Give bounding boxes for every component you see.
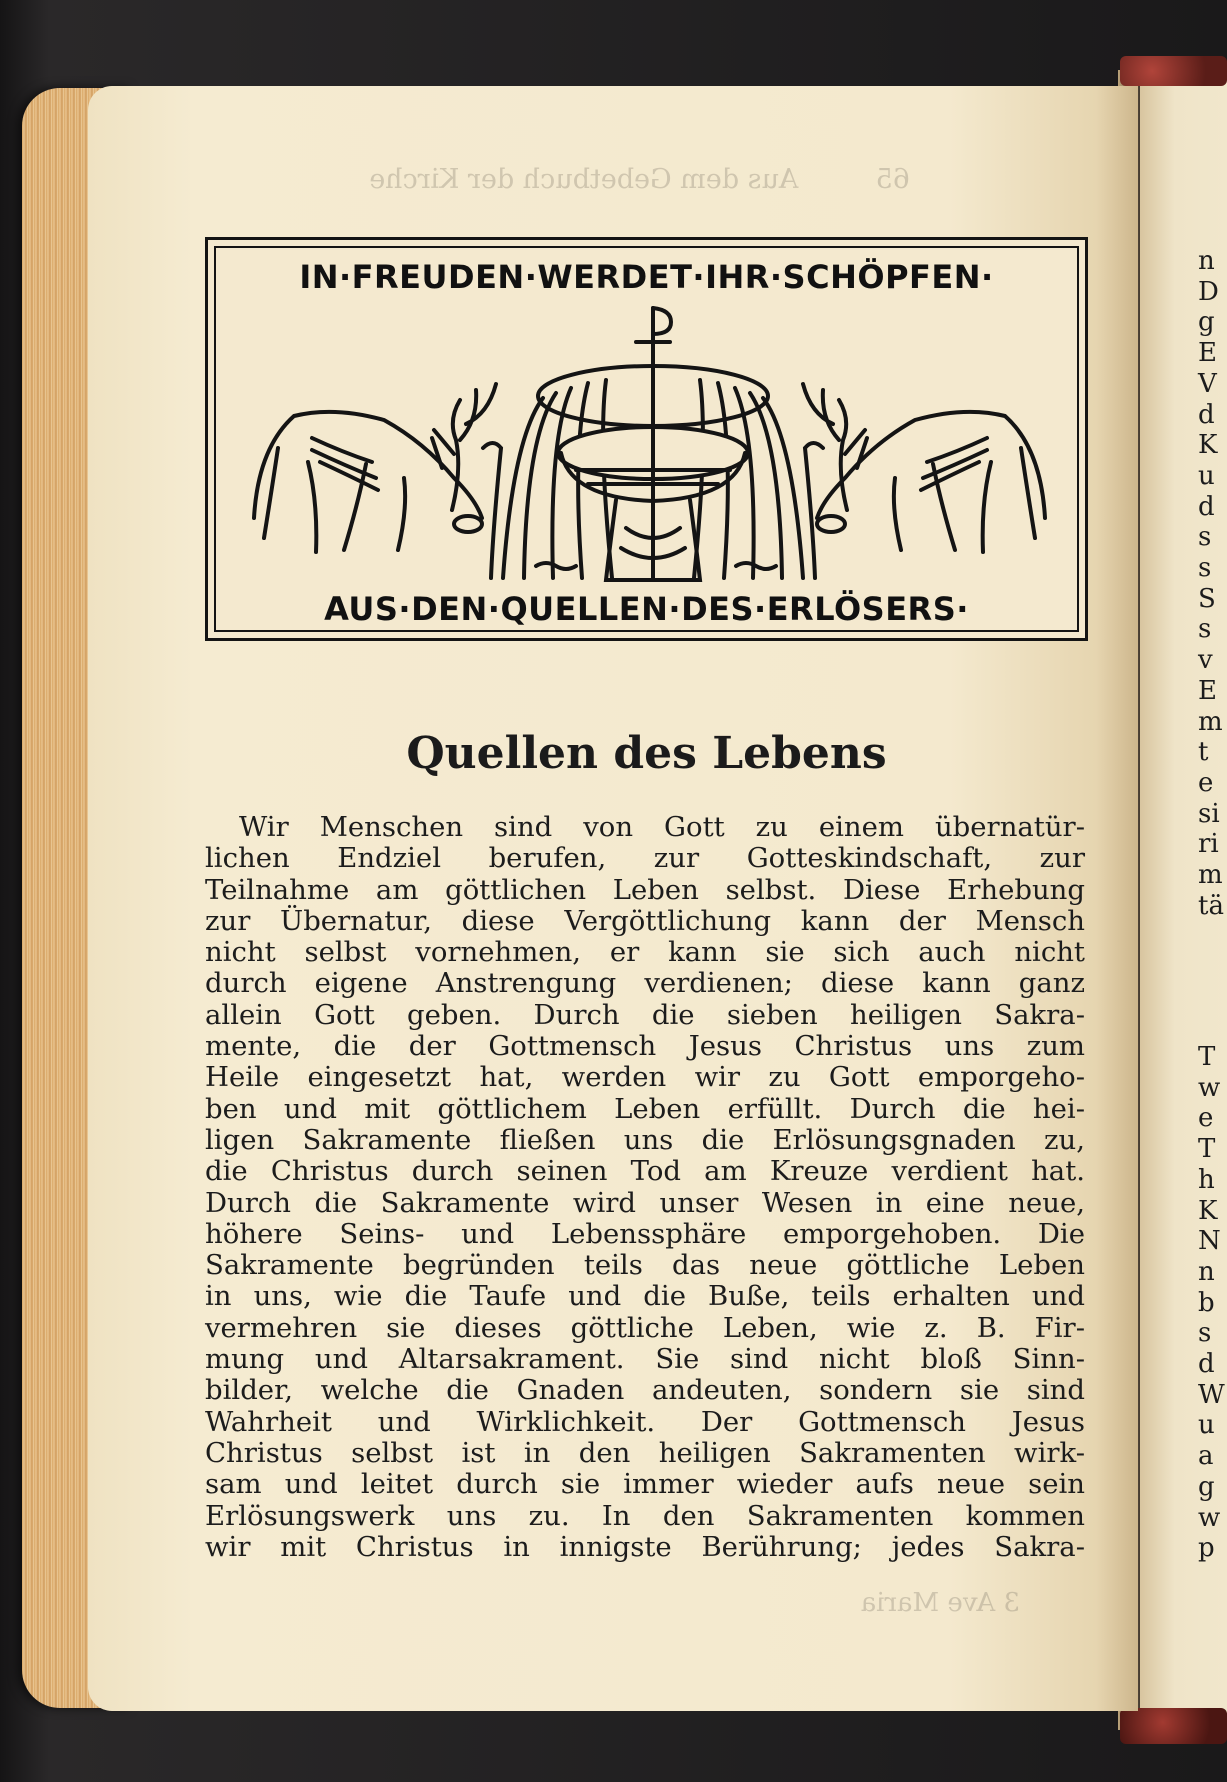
right-page-fragment: K (1198, 1195, 1218, 1226)
right-page-fragment: W (1198, 1379, 1225, 1410)
right-page-fragment: s (1198, 1318, 1212, 1349)
bleed-through-header (369, 164, 910, 204)
right-page-fragment: s (1198, 614, 1212, 645)
woodcut-illustration (205, 237, 1088, 641)
red-page-edge-bottom (1120, 1708, 1227, 1744)
right-page-fragment: v (1198, 645, 1213, 676)
right-page-fragment: u (1198, 1410, 1215, 1441)
body-line: wir mit Christus in innigste Berührung; jedes Sakra- (205, 1530, 1085, 1563)
body-line: Erlösungswerk uns zu. In den Sakramenten kommen (205, 1499, 1085, 1532)
fountain-icon (483, 358, 823, 580)
right-page-fragment: s (1198, 553, 1212, 584)
fountain-scene (216, 248, 1083, 636)
banner-bottom-text: AUS·DEN·QUELLEN·DES·ERLÖSERS· (324, 590, 969, 628)
right-page-lower-fragments (1198, 1042, 1225, 1564)
right-page-fragment: e (1198, 1103, 1214, 1134)
right-page-fragment: si (1198, 798, 1220, 829)
body-line: vermehren sie dieses göttliche Leben, wie z. B. Fir- (205, 1311, 1085, 1344)
right-page-fragment: g (1198, 1471, 1215, 1502)
bleed-through-footer: 3 Ave Maria (860, 1588, 1020, 1618)
right-page-fragment: D (1198, 276, 1219, 307)
right-page-fragment: V (1198, 368, 1217, 399)
body-line: die Christus durch seinen Tod am Kreuze verdient hat. (205, 1155, 1085, 1188)
bleed-through-header-text: Aus dem Gebetbuch der Kirche (369, 164, 799, 195)
right-page-fragment: d (1198, 491, 1215, 522)
right-page-fragment: b (1198, 1287, 1215, 1318)
banner-top-text: IN·FREUDEN·WERDET·IHR·SCHÖPFEN· (299, 258, 994, 296)
body-line: Durch die Sakramente wird unser Wesen in eine neue, (205, 1186, 1085, 1219)
body-line: bilder, welche die Gnaden andeuten, sondern sie sind (205, 1374, 1085, 1407)
body-line: Wahrheit und Wirklichkeit. Der Gottmensch Jesus (205, 1405, 1085, 1438)
right-page-fragment: w (1198, 1502, 1221, 1533)
body-line: Wir Menschen sind von Gott zu einem übernatür- (239, 811, 1085, 843)
body-line: in uns, wie die Taufe und die Buße, teils erhalten und (205, 1280, 1085, 1313)
right-page-fragment: d (1198, 399, 1215, 430)
right-page-fragment: h (1198, 1164, 1215, 1195)
right-page-fragment: n (1198, 246, 1215, 276)
red-page-edge-top (1120, 56, 1227, 86)
body-line: Heile eingesetzt hat, werden wir zu Gott emporgeho- (205, 1061, 1085, 1094)
right-page-fragment: m (1198, 860, 1223, 891)
body-line: ben und mit göttlichem Leben erfüllt. Durch die hei- (205, 1092, 1085, 1125)
right-page-fragment: u (1198, 460, 1215, 491)
body-line: lichen Endziel berufen, zur Gotteskindschaft, zur (205, 842, 1085, 875)
body-line: allein Gott geben. Durch die sieben heiligen Sakra- (205, 998, 1085, 1031)
body-line: zur Übernatur, diese Vergöttlichung kann der Mensch (205, 904, 1085, 937)
article-body (205, 812, 1085, 1563)
right-page-fragment: E (1198, 675, 1217, 706)
right-page-fragment: s (1198, 522, 1212, 553)
body-line: nicht selbst vornehmen, er kann sie sich auch nicht (205, 936, 1085, 969)
body-line: höhere Seins- und Lebenssphäre emporgehoben. Die (205, 1217, 1085, 1250)
right-page-fragment: t (1198, 737, 1209, 768)
right-page-upper-fragments (1198, 246, 1224, 921)
right-page-fragment: S (1198, 583, 1216, 614)
body-line: Teilnahme am göttlichen Leben selbst. Diese Erhebung (205, 873, 1085, 906)
right-page-fragment: e (1198, 767, 1214, 798)
body-line: ligen Sakramente fließen uns die Erlösungsgnaden zu, (205, 1123, 1085, 1156)
right-page-fragment: m (1198, 706, 1223, 737)
right-page-fragment: w (1198, 1072, 1221, 1103)
chi-rho-icon (636, 308, 671, 358)
body-line: sam und leitet durch sie immer wieder aufs neue sein (205, 1468, 1085, 1501)
body-line: Christus selbst ist in den heiligen Sakramenten wirk- (205, 1436, 1085, 1469)
body-line: durch eigene Anstrengung verdienen; diese kann ganz (205, 967, 1085, 1000)
right-page-fragment: n (1198, 1256, 1215, 1287)
article-title: Quellen des Lebens (406, 728, 887, 779)
right-page-fragment: d (1198, 1349, 1215, 1380)
stag-right-icon (803, 384, 1045, 552)
right-page-fragment: tä (1198, 890, 1224, 921)
right-page-fragment: ri (1198, 829, 1219, 860)
body-line: Sakramente begründen teils das neue göttliche Leben (205, 1249, 1085, 1282)
right-page-fragment: g (1198, 307, 1215, 338)
bleed-through-page-number: 65 (875, 164, 910, 195)
body-line: mung und Altarsakrament. Sie sind nicht bloß Sinn- (205, 1343, 1085, 1376)
body-line: mente, die der Gottmensch Jesus Christus uns zum (205, 1030, 1085, 1063)
right-page-fragment: T (1198, 1134, 1216, 1165)
stag-left-icon (254, 384, 496, 552)
right-page-fragment: a (1198, 1441, 1214, 1472)
right-page-fragment: E (1198, 338, 1217, 369)
right-page-fragment: T (1198, 1042, 1216, 1072)
right-page-fragment: K (1198, 430, 1218, 461)
right-page-fragment: p (1198, 1533, 1215, 1564)
right-page-fragment: N (1198, 1226, 1221, 1257)
